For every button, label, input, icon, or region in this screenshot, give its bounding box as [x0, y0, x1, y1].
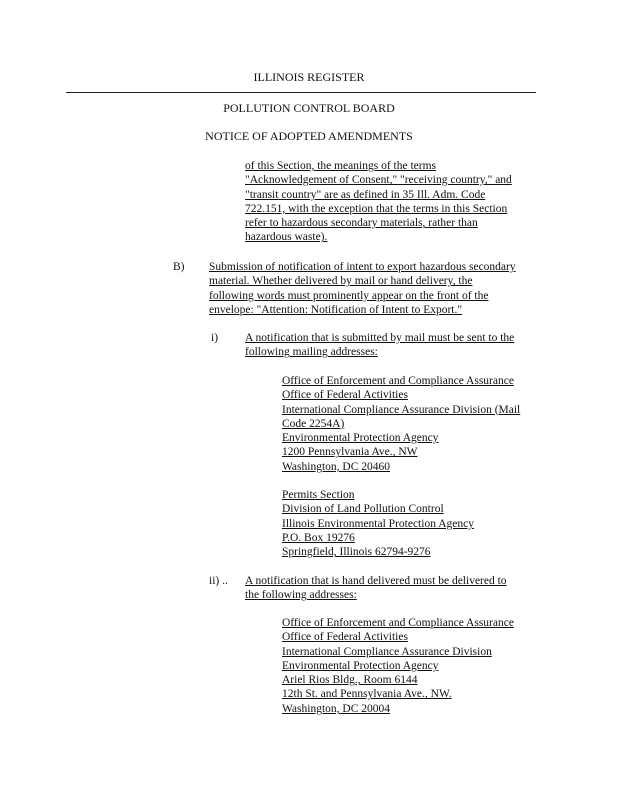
- address-line: Washington, DC 20460: [282, 460, 391, 473]
- address-line: Ariel Rios Bldg., Room 6144: [282, 674, 418, 687]
- text-line: Submission of notification of intent to export hazardous secondary: [209, 261, 516, 273]
- hand-delivery-address-federal: [282, 616, 514, 716]
- board-title: POLLUTION CONTROL BOARD: [223, 101, 395, 115]
- address-line: International Compliance Assurance Division (Mail: [282, 403, 521, 416]
- address-line: Environmental Protection Agency: [282, 432, 439, 445]
- text-line: A notification that is submitted by mail must be sent to the: [245, 332, 515, 344]
- header-rule: [66, 92, 536, 93]
- address-line: Springfield, Illinois 62794-9276: [282, 546, 431, 559]
- mailing-address-federal: [282, 374, 520, 474]
- text-line: following words must prominently appear on the front of the: [209, 289, 489, 302]
- register-title: ILLINOIS REGISTER: [253, 70, 365, 84]
- text-line: following mailing addresses:: [245, 346, 378, 359]
- address-line: International Compliance Assurance Division: [282, 645, 492, 658]
- notice-title: NOTICE OF ADOPTED AMENDMENTS: [205, 129, 413, 143]
- text-line: hazardous waste).: [245, 231, 328, 244]
- address-line: Permits Section: [282, 489, 355, 501]
- text-line: A notification that is hand delivered must be delivered to: [245, 575, 507, 587]
- address-line: P.O. Box 19276: [282, 531, 355, 544]
- text-line: of this Section, the meanings of the terms: [245, 160, 436, 172]
- address-line: Office of Federal Activities: [282, 389, 408, 402]
- address-line: Illinois Environmental Protection Agency: [282, 517, 474, 530]
- text-line: refer to hazardous secondary materials, rather than: [245, 217, 478, 230]
- continued-paragraph: [245, 159, 512, 245]
- address-line: Washington, DC 20004: [282, 702, 391, 715]
- address-line: Code 2254A): [282, 417, 345, 430]
- address-line: 12th St. and Pennsylvania Ave., NW.: [282, 688, 452, 701]
- item-i-paragraph: [245, 331, 514, 360]
- text-line: material. Whether delivered by mail or hand delivery, the: [209, 275, 473, 288]
- text-line: "Acknowledgement of Consent," "receiving country," and: [245, 174, 512, 187]
- text-line: the following addresses:: [245, 589, 357, 602]
- text-line: "transit country" are as defined in 35 Ill. Adm. Code: [245, 188, 486, 201]
- text-line: 722.151, with the exception that the terms in this Section: [245, 202, 508, 215]
- text-line: envelope: "Attention: Notification of Intent to Export.": [209, 303, 463, 316]
- address-line: Office of Federal Activities: [282, 631, 408, 644]
- address-line: Office of Enforcement and Compliance Assurance: [282, 617, 514, 629]
- item-i-label: i): [211, 332, 219, 344]
- address-line: 1200 Pennsylvania Ave., NW: [282, 446, 418, 459]
- item-ii-label: ii) ..: [209, 575, 228, 587]
- section-b-paragraph: [209, 260, 516, 317]
- section-b-label: B): [173, 261, 185, 273]
- item-ii-paragraph: [245, 574, 507, 603]
- address-line: Division of Land Pollution Control: [282, 503, 444, 516]
- address-line: Environmental Protection Agency: [282, 659, 439, 672]
- mailing-address-illinois: [282, 488, 474, 559]
- address-line: Office of Enforcement and Compliance Assurance: [282, 375, 514, 387]
